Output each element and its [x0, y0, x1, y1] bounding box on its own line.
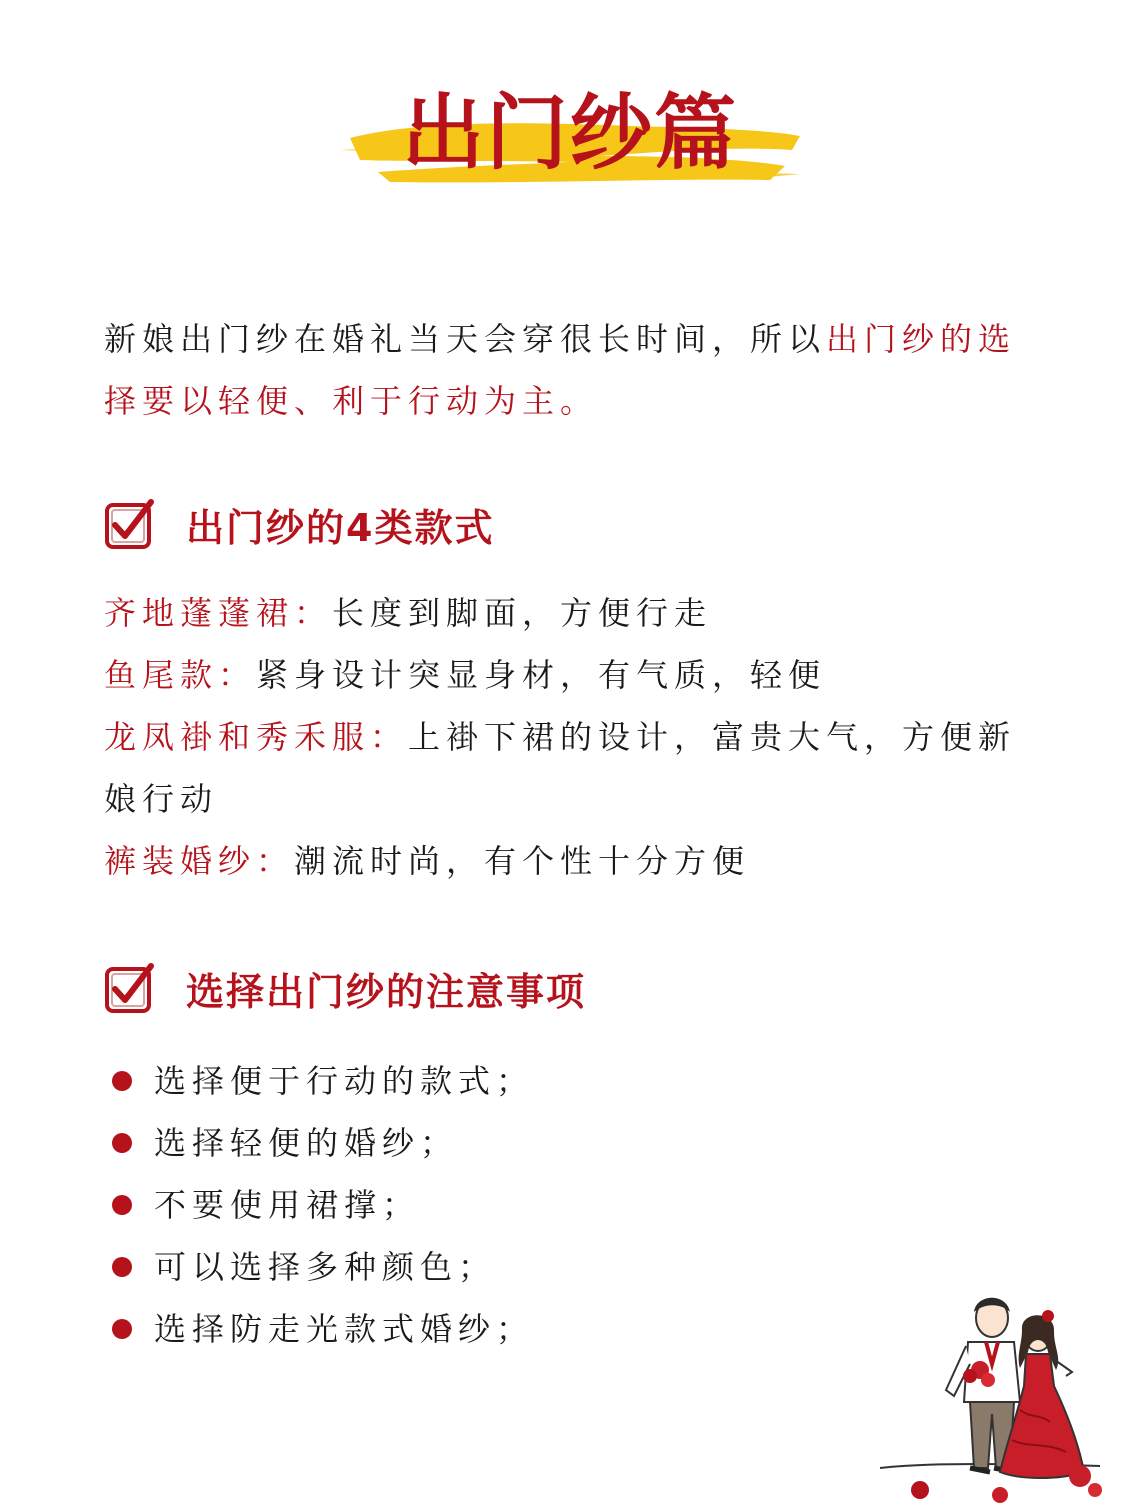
style-desc: 上褂下裙的设计，富贵大气，方便新娘行动: [104, 718, 1017, 818]
intro-text: 新娘出门纱在婚礼当天会穿很长时间，所以: [104, 320, 827, 358]
note-text: 选择防走光款式婚纱；: [154, 1310, 535, 1348]
note-text: 可以选择多种颜色；: [154, 1248, 497, 1286]
style-desc: 紧身设计突显身材，有气质，轻便: [256, 656, 827, 694]
list-item: [112, 1112, 812, 1174]
style-name: 裤装婚纱：: [104, 842, 295, 880]
bullet-icon: [112, 1133, 132, 1153]
style-desc: 长度到脚面，方便行走: [332, 594, 713, 632]
section-header-styles: [104, 496, 494, 552]
list-item: [112, 1236, 812, 1298]
section-header-notes: [104, 960, 586, 1016]
bullet-icon: [112, 1071, 132, 1091]
style-name: 龙凤褂和秀禾服：: [104, 718, 409, 756]
intro-highlight: 出门纱的选择要以轻便、利于行动为主。: [104, 320, 1017, 420]
list-item: [112, 1174, 812, 1236]
style-desc: 潮流时尚，有个性十分方便: [294, 842, 751, 880]
notes-list: [112, 1050, 812, 1360]
list-item: [104, 582, 1034, 644]
bullet-icon: [112, 1319, 132, 1339]
section-title: 出门纱的4类款式: [186, 505, 495, 550]
list-item: [112, 1298, 812, 1360]
note-text: 选择便于行动的款式；: [154, 1062, 535, 1100]
page-title: 出门纱篇: [401, 85, 738, 181]
list-item: [104, 644, 1034, 706]
note-text: 不要使用裙撑；: [154, 1186, 421, 1224]
bullet-icon: [112, 1195, 132, 1215]
intro-paragraph: [104, 308, 1034, 432]
wedding-couple-illustration: [870, 1290, 1110, 1505]
styles-list: [104, 582, 1034, 892]
list-item: [112, 1050, 812, 1112]
list-item: [104, 830, 1034, 892]
note-text: 选择轻便的婚纱；: [154, 1124, 459, 1162]
list-item: [104, 706, 1034, 830]
bullet-icon: [112, 1257, 132, 1277]
section-title: 选择出门纱的注意事项: [186, 969, 587, 1014]
checkbox-checked-icon: [104, 962, 156, 1014]
style-name: 鱼尾款：: [104, 656, 257, 694]
checkbox-checked-icon: [104, 498, 156, 550]
style-name: 齐地蓬蓬裙：: [104, 594, 333, 632]
title-banner: [330, 60, 810, 200]
